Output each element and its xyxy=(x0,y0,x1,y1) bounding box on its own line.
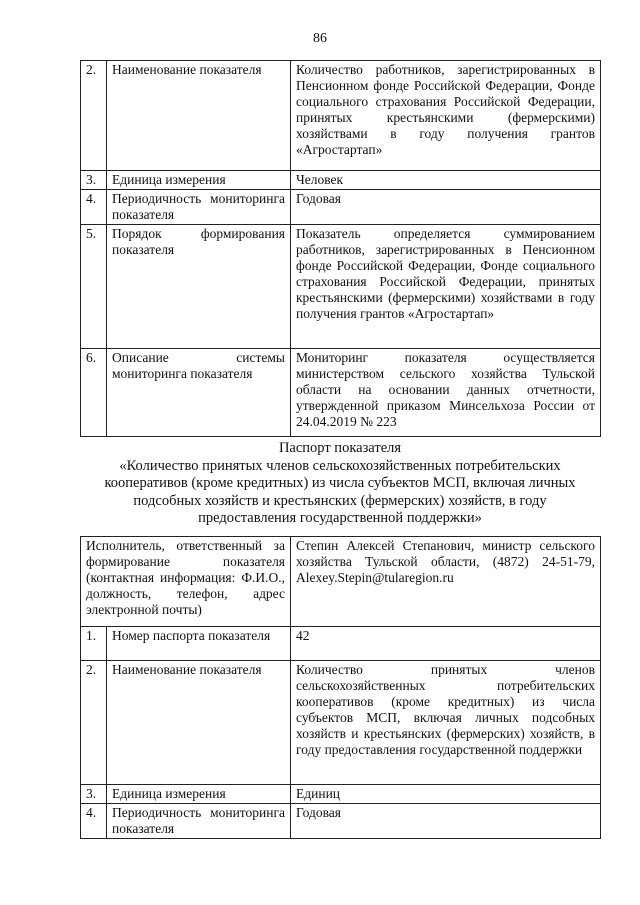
row-number: 6. xyxy=(81,349,107,437)
passport-subtitle: «Количество принятых членов сельскохозяйственных потребительских кооперативов (кроме кредитных) из числа субъектов МСП, включая личных подсобных хозяйств и крестьянских (фермерских) хозяйств, в году предоставления государственной поддержки» xyxy=(104,457,576,526)
executor-row xyxy=(81,537,601,627)
table-row xyxy=(81,349,601,437)
table-row xyxy=(81,171,601,190)
indicator-table-continued xyxy=(80,60,601,437)
passport-title: Паспорт показателя xyxy=(278,440,402,456)
row-value: Единиц xyxy=(291,785,601,804)
table-row xyxy=(81,804,601,839)
row-number: 3. xyxy=(81,171,107,190)
executor-label: Исполнитель, ответственный за формирование показателя (контактная информация: Ф.И.О., должность, телефон, адрес электронной почты) xyxy=(81,537,291,627)
row-label: Порядок формирования показателя xyxy=(107,225,291,349)
table-row xyxy=(81,61,601,171)
row-label: Наименование показателя xyxy=(107,61,291,171)
row-number: 4. xyxy=(81,804,107,839)
row-value: Годовая xyxy=(291,804,601,839)
table-row xyxy=(81,661,601,785)
row-value: 42 xyxy=(291,627,601,661)
row-number: 5. xyxy=(81,225,107,349)
page-number: 86 xyxy=(313,31,327,46)
row-number: 4. xyxy=(81,190,107,225)
row-value: Человек xyxy=(291,171,601,190)
row-label: Единица измерения xyxy=(107,785,291,804)
passport-table xyxy=(80,536,601,839)
row-value: Количество принятых членов сельскохозяйственных потребительских кооперативов (кроме кредитных) из числа субъектов МСП, включая личных подсобных хозяйств и крестьянских (фермерских) хозяйств, в году предоставления государственной поддержки xyxy=(291,661,601,785)
row-value: Показатель определяется суммированием работников, зарегистрированных в Пенсионном фонде Российской Федерации, Фонде социального страхования Российской Федерации, принятых крестьянскими (фермерскими) хозяйствами в году получения грантов «Агростартап» xyxy=(291,225,601,349)
row-number: 2. xyxy=(81,61,107,171)
row-value: Годовая xyxy=(291,190,601,225)
executor-value: Степин Алексей Степанович, министр сельского хозяйства Тульской области, (4872) 24-51-79, Alexey.Stepin@tularegion.ru xyxy=(291,537,601,627)
row-label: Номер паспорта показателя xyxy=(107,627,291,661)
table-row xyxy=(81,785,601,804)
table-row xyxy=(81,627,601,661)
row-label: Периодичность мониторинга показателя xyxy=(107,190,291,225)
row-number: 2. xyxy=(81,661,107,785)
row-number: 1. xyxy=(81,627,107,661)
row-value: Мониторинг показателя осуществляется министерством сельского хозяйства Тульской области на основании данных отчетности, утвержденной приказом Минсельхоза России от 24.04.2019 № 223 xyxy=(291,349,601,437)
row-number: 3. xyxy=(81,785,107,804)
row-value: Количество работников, зарегистрированных в Пенсионном фонде Российской Федерации, Фонде социального страхования Российской Федерации, принятых крестьянскими (фермерскими) хозяйствами в году получения грантов «Агростартап» xyxy=(291,61,601,171)
passport-heading xyxy=(60,440,620,528)
table-row xyxy=(81,190,601,225)
row-label: Описание системы мониторинга показателя xyxy=(107,349,291,437)
row-label: Единица измерения xyxy=(107,171,291,190)
row-label: Периодичность мониторинга показателя xyxy=(107,804,291,839)
table-row xyxy=(81,225,601,349)
row-label: Наименование показателя xyxy=(107,661,291,785)
